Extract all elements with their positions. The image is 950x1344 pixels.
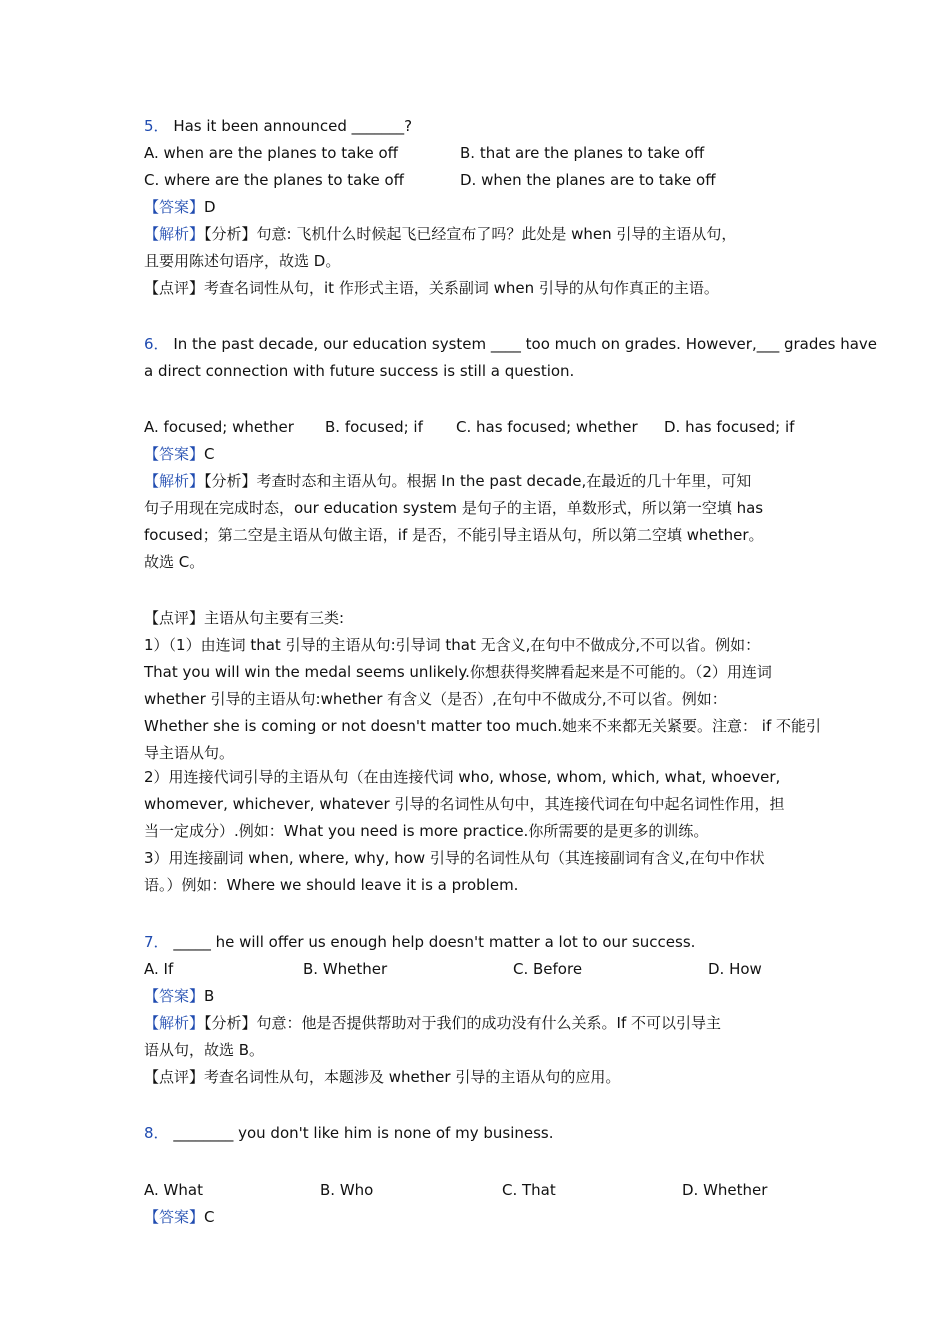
analysis-label: 【解析】	[144, 472, 205, 490]
option-c: C. Before	[513, 960, 583, 978]
answer-value: C	[204, 445, 215, 463]
analysis-line: 句子用现在完成时态，our education system 是句子的主语，单数形式，所以第一空填 has	[144, 499, 764, 517]
answer-label: 【答案】	[144, 987, 205, 1005]
question-text: a direct connection with future success is still a question.	[144, 362, 575, 380]
answer-value: D	[204, 198, 216, 216]
comment-line: 【点评】考查名词性从句，本题涉及 whether 引导的主语从句的应用。	[144, 1068, 621, 1086]
option-c: C. That	[502, 1181, 556, 1199]
question-text: Has it been announced _______?	[173, 117, 413, 135]
answer-line	[144, 1207, 215, 1227]
answer-line	[144, 197, 216, 217]
question-text: ________ you don't like him is none of my business.	[173, 1124, 554, 1142]
answer-line	[144, 986, 214, 1006]
option-d: D. How	[708, 960, 762, 978]
analysis-line: 故选 C。	[144, 553, 205, 571]
comment-line: 【点评】考查名词性从句，it 作形式主语，关系副词 when 引导的从句作真正的主语。	[144, 279, 719, 297]
option-d: D. Whether	[682, 1181, 768, 1199]
option-a: A. focused; whether	[144, 418, 294, 436]
option-b: B. Who	[320, 1181, 374, 1199]
question-number: 7．	[144, 933, 169, 951]
comment-line: whomever, whichever, whatever 引导的名词性从句中，其连接代词在句中起名词性作用，担	[144, 795, 785, 813]
option-b: B. Whether	[303, 960, 388, 978]
comment-line: 导主语从句。	[144, 744, 235, 762]
option-d: D. when the planes are to take off	[460, 171, 716, 189]
option-a: A. when are the planes to take off	[144, 144, 398, 162]
comment-line: That you will win the medal seems unlikely.你想获得奖牌看起来是不可能的。（2）用连词	[144, 663, 772, 681]
option-c: C. has focused; whether	[456, 418, 638, 436]
comment-line: Whether she is coming or not doesn't matter too much.她来不来都无关紧要。注意： if 不能引	[144, 717, 822, 735]
analysis-text: 【分析】考查时态和主语从句。根据 In the past decade,在最近的几十年里，可知	[204, 472, 752, 490]
answer-label: 【答案】	[144, 198, 205, 216]
option-a: A. If	[144, 960, 174, 978]
question-number: 5．	[144, 117, 169, 135]
comment-line: 1）（1）由连词 that 引导的主语从句:引导词 that 无含义,在句中不做成分,不可以省。例如：	[144, 636, 761, 654]
answer-value: C	[204, 1208, 215, 1226]
comment-line: 2）用连接代词引导的主语从句（在由连接代词 who, whose, whom, which, what, whoever,	[144, 768, 781, 786]
option-a: A. What	[144, 1181, 203, 1199]
analysis-line	[144, 1013, 721, 1033]
analysis-text: 【分析】句意：他是否提供帮助对于我们的成功没有什么关系。If 不可以引导主	[204, 1014, 721, 1032]
comment-line: 语。）例如：Where we should leave it is a problem.	[144, 876, 519, 894]
analysis-line	[144, 224, 736, 244]
comment-line: whether 引导的主语从句:whether 有含义（是否）,在句中不做成分,不可以省。例如：	[144, 690, 727, 708]
analysis-text: 【分析】句意: 飞机什么时候起飞已经宣布了吗？此处是 when 引导的主语从句，	[204, 225, 737, 243]
question-8-stem	[144, 1123, 554, 1143]
option-c: C. where are the planes to take off	[144, 171, 405, 189]
option-d: D. has focused; if	[664, 418, 795, 436]
question-text: In the past decade, our education system ____ too much on grades. However,___ grades have	[173, 335, 878, 353]
analysis-line: 语从句，故选 B。	[144, 1041, 265, 1059]
answer-line	[144, 444, 215, 464]
question-text: _____ he will offer us enough help doesn't matter a lot to our success.	[173, 933, 696, 951]
analysis-line: 且要用陈述句语序，故选 D。	[144, 252, 341, 270]
question-5-stem	[144, 116, 412, 136]
answer-label: 【答案】	[144, 445, 205, 463]
question-number: 8．	[144, 1124, 169, 1142]
answer-value: B	[204, 987, 215, 1005]
analysis-label: 【解析】	[144, 1014, 205, 1032]
question-7-stem	[144, 932, 695, 952]
option-b: B. focused; if	[325, 418, 423, 436]
comment-line: 3）用连接副词 when, where, why, how 引导的名词性从句（其连接副词有含义,在句中作状	[144, 849, 765, 867]
comment-line: 【点评】主语从句主要有三类:	[144, 609, 345, 627]
option-b: B. that are the planes to take off	[460, 144, 705, 162]
question-number: 6．	[144, 335, 169, 353]
analysis-label: 【解析】	[144, 225, 205, 243]
analysis-line	[144, 471, 751, 491]
answer-label: 【答案】	[144, 1208, 205, 1226]
analysis-line: focused；第二空是主语从句做主语，if 是否，不能引导主语从句，所以第二空填 whether。	[144, 526, 764, 544]
question-6-stem	[144, 334, 877, 354]
comment-line: 当一定成分）.例如：What you need is more practice.你所需要的是更多的训练。	[144, 822, 709, 840]
